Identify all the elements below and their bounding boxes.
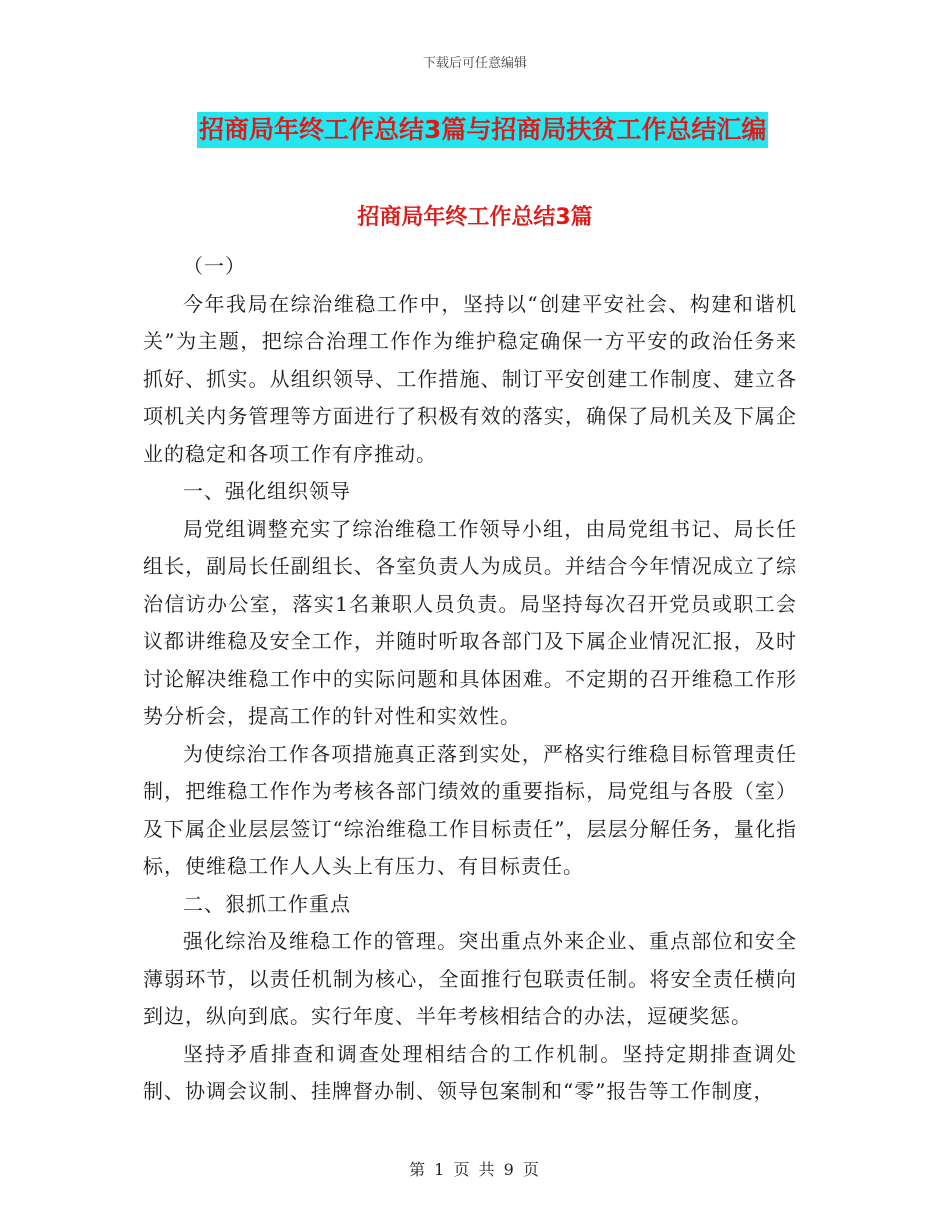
document-sub-title: 招商局年终工作总结3篇 [357,205,593,230]
paragraph-management: 强化综治及维稳工作的管理。突出重点外来企业、重点部位和安全薄弱环节，以责任机制为核心，全面推行包联责任制。将安全责任横向到边，纵向到底。实行年度、半年考核相结合的办法，逗硬奖惩。 [143,929,797,1028]
paragraph-responsibility: 为使综治工作各项措施真正落到实处，严格实行维稳目标管理责任制，把维稳工作作为考核各部门绩效的重要指标，局党组与各股（室）及下属企业层层签订“综治维稳工作目标责任”，层层分解任务，量化指标，使维稳工作人人头上有压力、有目标责任。 [143,741,797,878]
heading-organization: 一、强化组织领导 [183,479,351,503]
page-footer: 第 1 页 共 9 页 [409,1160,541,1179]
paragraph-mechanism: 坚持矛盾排查和调查处理相结合的工作机制。坚持定期排查调处制、协调会议制、挂牌督办制、领导包案制和“零”报告等工作制度， [143,1041,797,1103]
heading-key-work: 二、狠抓工作重点 [183,891,351,916]
page-header-note: 下载后可任意编辑 [422,56,527,71]
section-marker: （一） [183,254,246,278]
document-main-title: 招商局年终工作总结3篇与招商局扶贫工作总结汇编 [197,112,768,148]
paragraph-leadership: 局党组调整充实了综治维稳工作领导小组，由局党组书记、局长任组长，副局长任副组长、各室负责人为成员。并结合今年情况成立了综治信访办公室，落实1名兼职人员负责。局坚持每次召开党员或职工会议都讲维稳及安全工作，并随时听取各部门及下属企业情况汇报，及时讨论解决维稳工作中的实际问题和具体困难。不定期的召开维稳工作形势分析会，提高工作的针对性和实效性。 [143,516,797,728]
document-body [143,248,797,1111]
paragraph-intro: 今年我局在综治维稳工作中，坚持以“创建平安社会、构建和谐机关”为主题，把综合治理工作作为维护稳定确保一方平安的政治任务来抓好、抓实。从组织领导、工作措施、制订平安创建工作制度、建立各项机关内务管理等方面进行了积极有效的落实，确保了局机关及下属企业的稳定和各项工作有序推动。 [143,291,797,466]
